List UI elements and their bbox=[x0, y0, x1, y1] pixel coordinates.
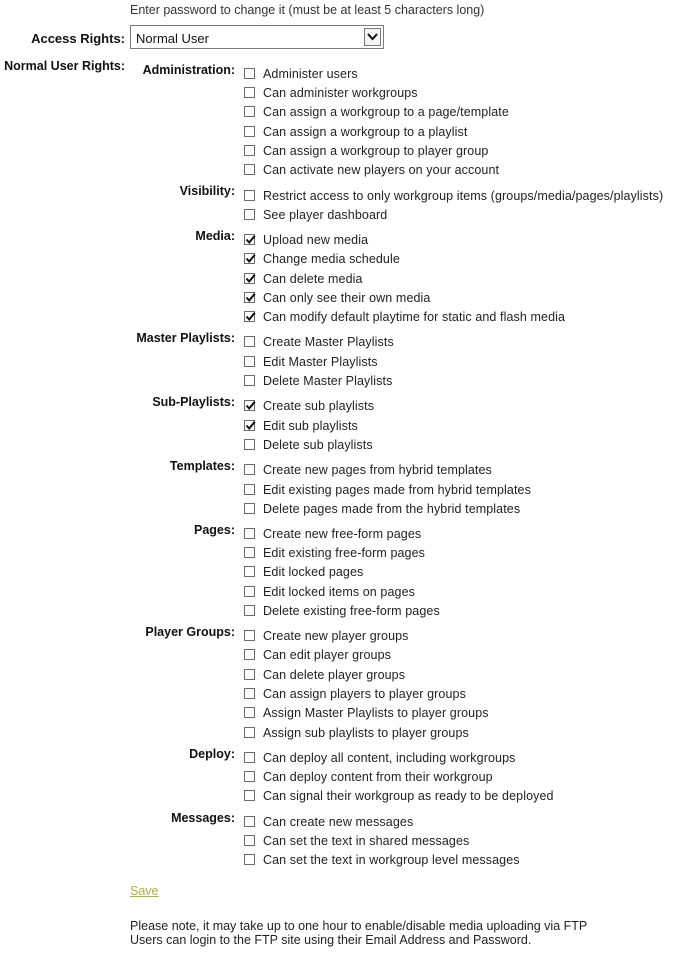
group-label-visibility: Visibility: bbox=[179, 184, 235, 198]
checkbox-label: Edit locked items on pages bbox=[263, 585, 415, 599]
checkbox-label: Create new free-form pages bbox=[263, 527, 422, 541]
chevron-down-icon[interactable] bbox=[364, 28, 381, 46]
checkbox-label: Can administer workgroups bbox=[263, 86, 418, 100]
checkbox[interactable] bbox=[244, 420, 255, 431]
checkbox-label: Can activate new players on your account bbox=[263, 163, 500, 177]
access-rights-select[interactable] bbox=[130, 25, 384, 49]
checkbox[interactable] bbox=[244, 669, 255, 680]
checkbox-label: Create new pages from hybrid templates bbox=[263, 463, 492, 477]
checkbox[interactable] bbox=[244, 503, 255, 514]
checkbox-label: Assign Master Playlists to player groups bbox=[263, 706, 489, 720]
checkbox[interactable] bbox=[244, 835, 255, 846]
checkbox[interactable] bbox=[244, 528, 255, 539]
checkbox[interactable] bbox=[244, 790, 255, 801]
normal-user-rights-label: Normal User Rights: bbox=[4, 59, 125, 73]
checkbox[interactable] bbox=[244, 68, 255, 79]
checkbox[interactable] bbox=[244, 356, 255, 367]
checkbox-label: Can assign a workgroup to player group bbox=[263, 144, 489, 158]
checkbox[interactable] bbox=[244, 688, 255, 699]
checkbox-label: Can signal their workgroup as ready to be deployed bbox=[263, 789, 554, 803]
checkbox[interactable] bbox=[244, 752, 255, 763]
checkbox[interactable] bbox=[244, 586, 255, 597]
checkbox-label: Can only see their own media bbox=[263, 291, 431, 305]
checkbox-label: Edit existing free-form pages bbox=[263, 546, 426, 560]
group-label-deploy: Deploy: bbox=[189, 747, 235, 761]
checkbox[interactable] bbox=[244, 336, 255, 347]
checkbox[interactable] bbox=[244, 816, 255, 827]
group-label-administration: Administration: bbox=[142, 63, 235, 77]
group-label-templates: Templates: bbox=[169, 459, 235, 473]
checkbox[interactable] bbox=[244, 605, 255, 616]
save-link[interactable]: Save bbox=[130, 884, 159, 898]
group-label-pages: Pages: bbox=[194, 523, 235, 537]
checkbox-label: Assign sub playlists to player groups bbox=[263, 726, 469, 740]
checkbox[interactable] bbox=[244, 292, 255, 303]
checkbox[interactable] bbox=[244, 126, 255, 137]
checkbox[interactable] bbox=[244, 649, 255, 660]
checkbox-label: Can assign a workgroup to a playlist bbox=[263, 125, 468, 139]
checkbox[interactable] bbox=[244, 727, 255, 738]
checkbox-label: Can edit player groups bbox=[263, 648, 391, 662]
checkbox-label: Delete pages made from the hybrid templates bbox=[263, 502, 521, 516]
checkbox-label: Can set the text in shared messages bbox=[263, 834, 470, 848]
group-label-media: Media: bbox=[195, 229, 235, 243]
checkbox-label: Edit sub playlists bbox=[263, 419, 358, 433]
checkbox-label: Can assign players to player groups bbox=[263, 687, 466, 701]
checkbox-label: Create sub playlists bbox=[263, 399, 375, 413]
group-label-messages: Messages: bbox=[171, 811, 235, 825]
access-rights-selected-value: Normal User bbox=[136, 31, 209, 46]
checkbox-label: Delete sub playlists bbox=[263, 438, 373, 452]
checkbox-label: Can assign a workgroup to a page/template bbox=[263, 105, 509, 119]
checkbox-label: Can set the text in workgroup level messages bbox=[263, 853, 520, 867]
checkbox-label: Edit locked pages bbox=[263, 565, 364, 579]
checkbox[interactable] bbox=[244, 400, 255, 411]
checkbox[interactable] bbox=[244, 190, 255, 201]
checkbox-label: Create new player groups bbox=[263, 629, 409, 643]
checkbox-label: Can deploy content from their workgroup bbox=[263, 770, 493, 784]
checkbox[interactable] bbox=[244, 854, 255, 865]
checkbox[interactable] bbox=[244, 145, 255, 156]
checkbox-label: Delete Master Playlists bbox=[263, 374, 393, 388]
checkbox-label: Can modify default playtime for static and flash media bbox=[263, 310, 566, 324]
checkbox[interactable] bbox=[244, 771, 255, 782]
ftp-login-note: Users can login to the FTP site using their Email Address and Password. bbox=[130, 933, 532, 947]
checkbox[interactable] bbox=[244, 547, 255, 558]
checkbox-label: Can delete media bbox=[263, 272, 363, 286]
checkbox[interactable] bbox=[244, 164, 255, 175]
checkbox-label: Edit Master Playlists bbox=[263, 355, 378, 369]
checkbox-label: Can deploy all content, including workgroups bbox=[263, 751, 516, 765]
checkbox-label: Can create new messages bbox=[263, 815, 414, 829]
checkbox-label: See player dashboard bbox=[263, 208, 388, 222]
checkbox-label: Change media schedule bbox=[263, 252, 400, 266]
access-rights-label: Access Rights: bbox=[31, 31, 125, 46]
checkbox[interactable] bbox=[244, 484, 255, 495]
checkbox-label: Administer users bbox=[263, 67, 358, 81]
password-hint: Enter password to change it (must be at least 5 characters long) bbox=[130, 3, 485, 17]
checkbox[interactable] bbox=[244, 566, 255, 577]
ftp-note: Please note, it may take up to one hour to enable/disable media uploading via FTP bbox=[130, 919, 588, 933]
checkbox-label: Restrict access to only workgroup items (groups/media/pages/playlists) bbox=[263, 189, 664, 203]
checkbox[interactable] bbox=[244, 630, 255, 641]
checkbox-label: Delete existing free-form pages bbox=[263, 604, 440, 618]
checkbox[interactable] bbox=[244, 311, 255, 322]
checkbox-label: Upload new media bbox=[263, 233, 369, 247]
group-label-player-groups: Player Groups: bbox=[145, 625, 235, 639]
checkbox[interactable] bbox=[244, 273, 255, 284]
checkbox[interactable] bbox=[244, 707, 255, 718]
checkbox[interactable] bbox=[244, 106, 255, 117]
checkbox-label: Edit existing pages made from hybrid templates bbox=[263, 483, 531, 497]
group-label-sub-playlists: Sub-Playlists: bbox=[152, 395, 235, 409]
checkbox[interactable] bbox=[244, 234, 255, 245]
checkbox-label: Create Master Playlists bbox=[263, 335, 394, 349]
checkbox[interactable] bbox=[244, 87, 255, 98]
checkbox[interactable] bbox=[244, 375, 255, 386]
checkbox[interactable] bbox=[244, 253, 255, 264]
group-label-master-playlists: Master Playlists: bbox=[136, 331, 235, 345]
checkbox[interactable] bbox=[244, 439, 255, 450]
checkbox[interactable] bbox=[244, 209, 255, 220]
checkbox[interactable] bbox=[244, 464, 255, 475]
checkbox-label: Can delete player groups bbox=[263, 668, 406, 682]
